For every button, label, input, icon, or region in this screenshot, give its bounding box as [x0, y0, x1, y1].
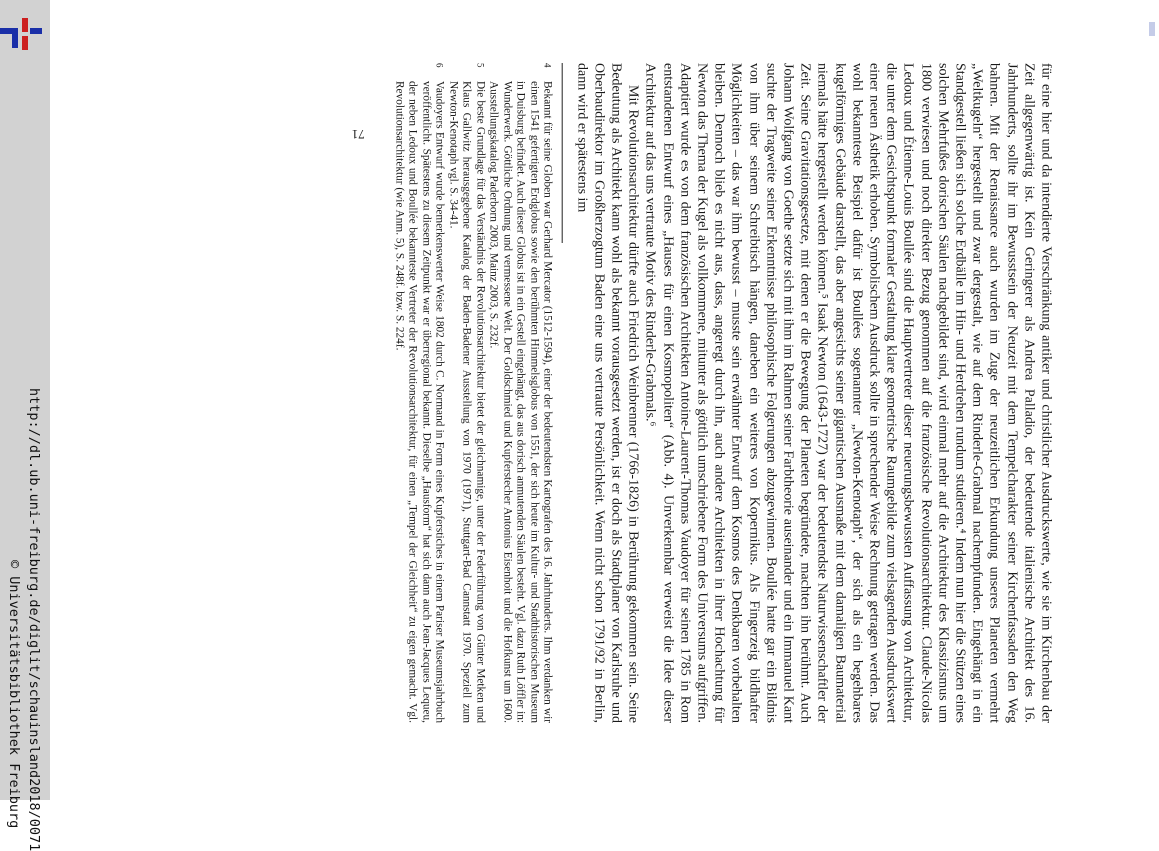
- footnote-text: Bekannt für seine Globen war Gerhard Mercator (1512-1594), einer der bedeutendsten Kartografen des 16. Jahrhunderts. Ihm verdanken wir einen 1541 gefertigten Erdglobus sowie den berühmten Himmelsglobus von 1551, der sich heute im Kultur- und Stadthistorischen Museum in Duisburg befindet. Auch dieser Globus ist in ein Gestell eingehängt, das aus dorisch anmutenden Säulen besteht. Vgl. dazu Ruth Löffler in: Wunderwerk. Göttliche Ordnung und vermessene Welt. Der Goldschmied und Kupferstecher Antonius Eisenhoit und die Hofkunst um 1600. Ausstellungskatalog Paderborn 2003, Mainz 2003, S. 232f.: [488, 81, 554, 723]
- viewer-corner-marker: [1149, 22, 1155, 36]
- footnote-number: 5: [475, 63, 486, 68]
- footnote: [446, 63, 487, 723]
- body-paragraph: Mit Revolutionsarchitektur dürfte auch Friedrich Weinbrenner (1766-1826) in Berührung gekommen sein. Seine Bedeutung als Architekt kann wohl als bekannt vorausgesetzt werden, ist er doch als Stadtplaner von Karlsruhe und Oberbaudirektor im Großherzogtum Baden eine uns vertraute Persönlichkeit. Wenn nicht schon 1791/92 in Berlin, dann wird er spätestens im: [574, 63, 641, 723]
- sidebar: [0, 0, 50, 851]
- footnote-text: Vaudoyers Entwurf wurde bemerkenswerter Weise 1802 durch C. Normand in Form eines Kupferstiches in einem Pariser Museumsjahrbuch veröffentlicht. Spätestens zu diesem Zeitpunkt war er überregional bekannt. Dieselbe „Hausform“ hat sich dann auch Jean-Jacques Lequeu, der neben Ledoux und Boullée bekannteste Vertreter der Revolutionsarchitektur, für einen „Tempel der Gleichheit“ zu eigen gemacht. Vgl. Revolutionsarchitektur (wie Anm. 5), S. 248f. bzw. S. 224f.: [393, 81, 446, 723]
- footnote-separator: [562, 63, 563, 243]
- copyright-notice: © Universitätsbibliothek Freiburg: [6, 560, 22, 829]
- page-number: 71: [351, 127, 365, 142]
- footnote: [392, 63, 446, 723]
- footnote-number: 6: [435, 63, 445, 68]
- body-paragraph: für eine hier und da intendierte Verschränkung antiker und christlicher Ausdruckswerte, wie sie im Kirchenbau der Zeit allgegenwärtig ist. Kein Geringerer als Andrea Palladio, der bedeutende italienische Architekt des 16. Jahrhunderts, sollte ihr im Bewusstsein der Neuzeit mit dem Tempelcharakter seiner Kirchenfassaden den Weg bahnen. Mit der Renaissance auch wurden im Zuge der neuzeitlichen Erkundung unseres Planeten vermehrt „Weltkugeln“ hergestellt und zwar dergestalt, wie auf dem Rinderle-Grabmal nachempfunden. Eingehängt in ein Standgestell ließen sich solche Erdbälle im Hin- und Herdrehen rundum studieren.⁴ Indem nun hier die Stützen eines solchen Mehrfußes dorischen Säulen nachgebildet sind, wird einmal mehr auf die Architektur des Klassizismus um 1800 verwiesen und noch direkter Bezug genommen auf die französische Revolutionsarchitektur. Claude-Nicolas Ledoux und Étienne-Louis Boullée sind die Hauptvertreter dieser neuerungsbewussten Auffassung von Architektur, die unter dem Gesichtspunkt formaler Gestaltung klare geometrische Raumgebilde zum vielsagenden Ausdruckswert einer neuen Ästhetik erhoben. Symbolischem Ausdruck sollte in sprechender Weise Rechnung getragen werden. Das wohl bekannteste Beispiel dafür ist Boullées sogenannter „Newton-Kenotaph“, der sich als ein begehbares kugelförmiges Gebäude darstellt, das aber angesichts seiner gigantischen Ausmaße mit dem damaligen Baumaterial niemals hätte hergestellt werden können.⁵ Isaak Newton (1643-1727) war der bedeutendste Naturwissenschaftler der Zeit. Seine Gravitationsgesetze, mit denen er die Bewegung der Planeten begründete, machten ihn berühmt. Auch Johann Wolfgang von Goethe setzte sich mit ihm im Rahmen seiner Farbtheorie auseinander und ein Immanuel Kant suchte der Tragweite seiner Erkenntnisse philosophische Folgerungen abzugewinnen. Boullée hatte gar ein Bildnis von ihm über seinem Schreibtisch hängen, daneben ein weiteres von Kopernikus. Als Fingerzeig bildhafter Möglichkeiten – das war ihm bewusst – musste sein erwähnter Entwurf dem Kosmos des Denkbaren vorbehalten bleiben. Dennoch blieb es nicht aus, dass, angeregt durch ihn, auch andere Architekten in ihrer Hochachtung für Newton das Thema der Kugel als vollkommene, mitunter als göttlich umschriebene Form des Universums aufgriffen. Adaptiert wurde es von dem französischen Architekten Antoine-Laurent-Thomas Vaudoyer für seinen 1785 in Rom entstandenen Entwurf eines „Hauses für einen Kosmopoliten“ (Abb. 4). Unverkennbar verweist die Idee dieser Architektur auf das uns vertraute Motiv des Rinderle-Grabmals.⁶: [643, 63, 1054, 723]
- page-content: [351, 63, 1055, 723]
- source-url[interactable]: http://dl.ub.uni-freiburg.de/diglit/schauinsland2018/0071: [26, 388, 42, 851]
- university-library-logo-icon: [0, 18, 44, 52]
- footnote-text: Die beste Grundlage für das Verständnis der Revolutionsarchitektur bietet der gleichnamige, unter der Federführung von Günter Metken und Klaus Gallwitz herausgegebene Katalog der Baden-Badener Ausstellung von 1970 (1971), Stuttgart-Bad Cannstatt 1970. Speziell zum Newton-Kenotaph vgl. S. 34-41.: [447, 81, 487, 723]
- footnote: [487, 63, 555, 723]
- footnote-number: 4: [543, 63, 553, 68]
